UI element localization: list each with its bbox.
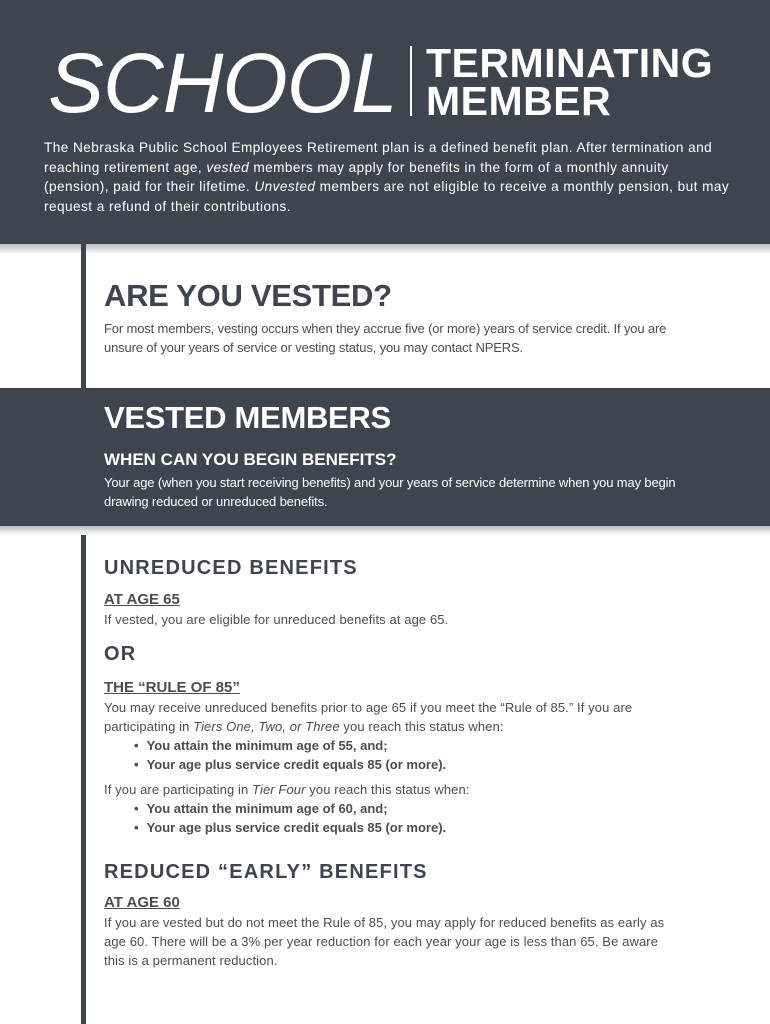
rule-of-85-text — [104, 698, 684, 736]
are-you-vested-heading: ARE YOU VESTED? — [104, 278, 392, 313]
intro-text-3: members are not eligible to receive a monthly pension, but may request a refund of their contributions. — [44, 179, 730, 214]
tier-four-label: Tier Four — [252, 782, 306, 797]
band-shadow — [0, 526, 770, 535]
rule-of-85-text-1: You may receive unreduced benefits prior to age 65 if you meet the “Rule of 85.” If you are participating in — [104, 700, 633, 734]
tiers-one-two-three: Tiers One, Two, or Three — [193, 719, 340, 734]
intro-paragraph — [44, 138, 734, 216]
intro-text-2: members may apply for benefits in the form of a monthly annuity (pension), paid for their lifetime. — [44, 159, 669, 194]
header-shadow — [0, 244, 770, 254]
rule-of-85-label: THE “RULE OF 85” — [104, 679, 240, 696]
bullet-item: • Your age plus service credit equals 85 (or more). — [134, 818, 446, 837]
vested-members-band — [0, 388, 770, 526]
bullet-item: • Your age plus service credit equals 85 (or more). — [134, 755, 446, 774]
bullet-item: • You attain the minimum age of 55, and; — [134, 736, 446, 755]
unreduced-benefits-heading: UNREDUCED BENEFITS — [104, 557, 358, 579]
rule-85-tier-4-bullets — [134, 799, 446, 837]
rule-of-85-text-2: you reach this status when: — [339, 719, 504, 734]
title-terminating-member — [426, 40, 714, 124]
bullet-item: • You attain the minimum age of 60, and; — [134, 799, 446, 818]
title-line-member: MEMBER — [426, 78, 612, 124]
title-line-terminating: TERMINATING — [426, 40, 714, 86]
benefits-timing-text: Your age (when you start receiving benefits) and your years of service determine when you may begin drawing reduced or unreduced benefits. — [104, 475, 676, 509]
age-60-text: If you are vested but do not meet the Rule of 85, you may apply for reduced benefits as early as age 60. There will be a 3% per year reduction for each year your age is less than 65. Be aware this is a permanent reduction. — [104, 915, 665, 968]
tier-four-text — [104, 780, 684, 799]
accent-bar-bottom — [81, 526, 86, 1024]
or-label: OR — [104, 643, 137, 665]
title-school: SCHOOL — [48, 36, 397, 130]
at-age-65-label: AT AGE 65 — [104, 591, 180, 608]
intro-unvested: Unvested — [254, 179, 316, 194]
when-begin-benefits-heading: WHEN CAN YOU BEGIN BENEFITS? — [104, 450, 397, 469]
intro-vested: vested — [206, 159, 250, 175]
tier-four-text-1: If you are participating in — [104, 782, 253, 797]
tier-four-text-2: you reach this status when: — [305, 782, 470, 797]
header-banner — [0, 0, 770, 244]
at-age-60-label: AT AGE 60 — [104, 894, 180, 911]
rule-85-tiers-1-3-bullets — [134, 736, 446, 774]
vested-members-heading: VESTED MEMBERS — [104, 400, 391, 435]
intro-text-1: The Nebraska Public School Employees Retirement plan is a defined benefit plan. After termination and reaching retirement age, — [44, 140, 713, 175]
reduced-early-benefits-heading: REDUCED “EARLY” BENEFITS — [104, 861, 428, 883]
age-65-text: If vested, you are eligible for unreduced benefits at age 65. — [104, 612, 449, 627]
accent-bar-top — [81, 244, 86, 388]
title-divider — [410, 46, 412, 116]
vesting-explanation: For most members, vesting occurs when they accrue five (or more) years of service credit. If you are unsure of your years of service or vesting status, you may contact NPERS. — [104, 321, 667, 355]
